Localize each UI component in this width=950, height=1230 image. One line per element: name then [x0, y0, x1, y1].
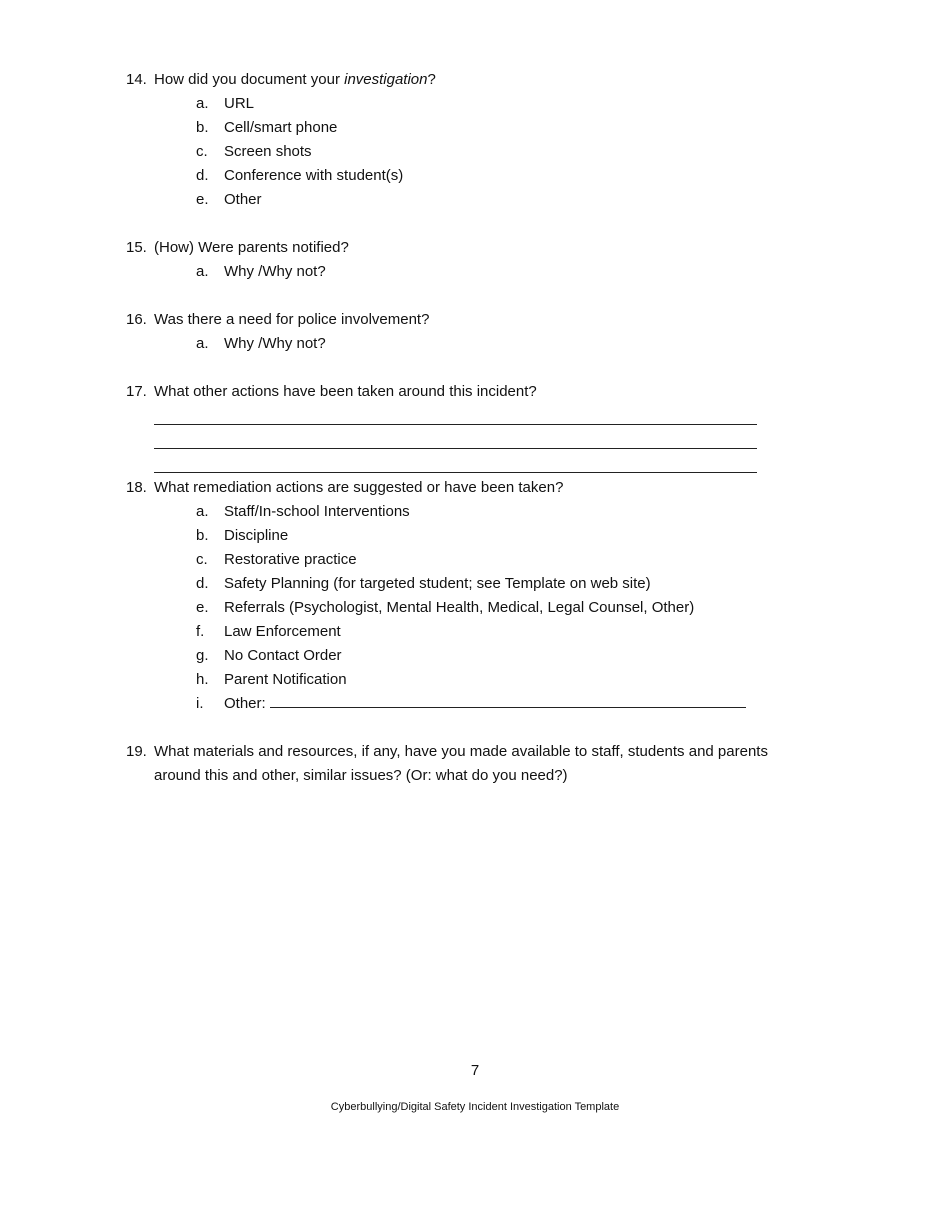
option-text: Safety Planning (for targeted student; see Template on web site) [224, 575, 651, 592]
option-text: Other [224, 191, 262, 208]
page-number: 7 [470, 1062, 480, 1079]
option-text: Conference with student(s) [224, 167, 404, 184]
option-text: Parent Notification [224, 671, 347, 688]
question-number: 16. [126, 311, 147, 328]
option-text: Why /Why not? [224, 263, 326, 280]
option-letter: a. [196, 263, 209, 280]
option-text: Referrals (Psychologist, Mental Health, Medical, Legal Counsel, Other) [224, 599, 695, 616]
option-letter: a. [196, 95, 209, 112]
option-letter: f. [196, 623, 205, 640]
option-text: URL [224, 95, 255, 112]
option-text: Restorative practice [224, 551, 357, 568]
question-number: 18. [126, 479, 147, 496]
question-text: What other actions have been taken around this incident? [154, 383, 537, 400]
option-letter: d. [196, 167, 209, 184]
option-text: Why /Why not? [224, 335, 326, 352]
question-number: 19. [126, 743, 147, 760]
option-text: Other: [224, 695, 266, 712]
option-text: Screen shots [224, 143, 312, 160]
footer-title: Cyberbullying/Digital Safety Incident Investigation Template [330, 1101, 620, 1113]
question-text: What remediation actions are suggested or have been taken? [154, 479, 564, 496]
option-letter: c. [196, 143, 208, 160]
option-text: Discipline [224, 527, 289, 544]
option-letter: h. [196, 671, 209, 688]
answer-blank-line[interactable] [154, 424, 757, 425]
answer-blank-line[interactable] [154, 472, 757, 473]
question-text-line-1: What materials and resources, if any, have you made available to staff, students and parents [154, 743, 768, 760]
question-number: 17. [126, 383, 147, 400]
option-letter: c. [196, 551, 208, 568]
question-text-part: ? [427, 71, 436, 88]
question-text-part: How did you document your [154, 71, 345, 88]
question-text [154, 68, 436, 92]
option-letter: e. [196, 599, 209, 616]
option-letter: i. [196, 695, 204, 712]
question-text: (How) Were parents notified? [154, 239, 349, 256]
option-text: Cell/smart phone [224, 119, 338, 136]
question-number: 14. [126, 71, 147, 88]
option-letter: b. [196, 527, 209, 544]
option-text-with-blank [224, 692, 746, 716]
question-text-emphasis: investigation [344, 71, 428, 88]
option-letter: b. [196, 119, 209, 136]
option-text: Law Enforcement [224, 623, 341, 640]
question-number: 15. [126, 239, 147, 256]
option-letter: a. [196, 503, 209, 520]
other-answer-blank-line[interactable] [270, 693, 746, 708]
answer-blank-line[interactable] [154, 448, 757, 449]
question-text: Was there a need for police involvement? [154, 311, 430, 328]
option-letter: e. [196, 191, 209, 208]
option-text: Staff/In-school Interventions [224, 503, 410, 520]
question-text-line-2: around this and other, similar issues? (Or: what do you need?) [154, 767, 568, 784]
option-letter: a. [196, 335, 209, 352]
option-letter: g. [196, 647, 209, 664]
option-letter: d. [196, 575, 209, 592]
option-text: No Contact Order [224, 647, 342, 664]
